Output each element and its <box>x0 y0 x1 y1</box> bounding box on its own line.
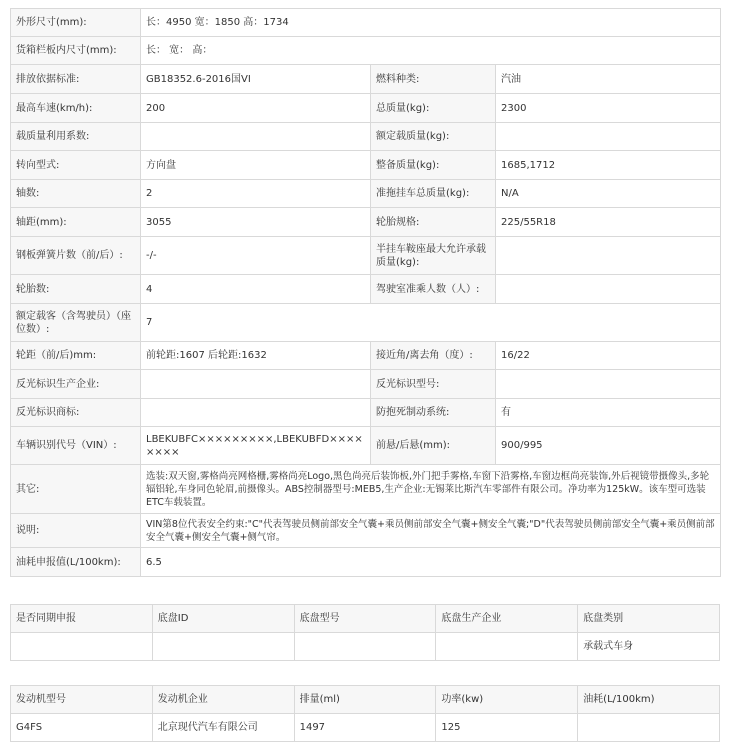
spec-value <box>141 123 371 151</box>
spec-row <box>11 123 721 151</box>
spec-row <box>11 151 721 180</box>
spec-value: 7 <box>141 304 721 342</box>
chassis-cell: 承载式车身 <box>578 633 720 661</box>
spec-value: 2300 <box>496 94 721 123</box>
spec-value: 4 <box>141 275 371 304</box>
engine-header-row <box>11 686 720 714</box>
spec-key: 油耗申报值(L/100km): <box>11 548 141 577</box>
spec-row <box>11 180 721 208</box>
chassis-header: 是否同期申报 <box>11 605 153 633</box>
spec-value <box>496 275 721 304</box>
spec-key: 前悬/后悬(mm): <box>371 427 496 465</box>
spec-key: 额定载质量(kg): <box>371 123 496 151</box>
chassis-row <box>11 633 720 661</box>
spec-key: 准拖挂车总质量(kg): <box>371 180 496 208</box>
spec-key: 钢板弹簧片数（前/后）: <box>11 237 141 275</box>
spec-row-dimensions <box>11 9 721 37</box>
spec-row <box>11 342 721 370</box>
spec-value <box>496 370 721 399</box>
spec-row <box>11 399 721 427</box>
spec-value: 方向盘 <box>141 151 371 180</box>
spec-value: GB18352.6-2016国VI <box>141 65 371 94</box>
spec-value: 汽油 <box>496 65 721 94</box>
spec-value <box>496 237 721 275</box>
spec-value: LBEKUBFC×××××××××,LBEKUBFD×××××××× <box>141 427 371 465</box>
spec-value: -/- <box>141 237 371 275</box>
spec-key: 反光标识型号: <box>371 370 496 399</box>
chassis-cell <box>152 633 294 661</box>
spec-key: 外形尺寸(mm): <box>11 9 141 37</box>
spec-row <box>11 275 721 304</box>
spec-value: 200 <box>141 94 371 123</box>
spec-key: 最高车速(km/h): <box>11 94 141 123</box>
chassis-header: 底盘型号 <box>294 605 436 633</box>
spec-key: 说明: <box>11 514 141 548</box>
engine-cell: 北京现代汽车有限公司 <box>152 714 294 742</box>
chassis-cell <box>436 633 578 661</box>
spec-key: 驾驶室准乘人数（人）: <box>371 275 496 304</box>
chassis-header: 底盘类别 <box>578 605 720 633</box>
spec-key: 排放依据标准: <box>11 65 141 94</box>
spec-value: 1685,1712 <box>496 151 721 180</box>
spec-row <box>11 237 721 275</box>
spec-row-seating <box>11 304 721 342</box>
spec-row-other <box>11 465 721 514</box>
spec-row <box>11 370 721 399</box>
spec-key: 反光标识生产企业: <box>11 370 141 399</box>
spec-row <box>11 65 721 94</box>
spec-key: 轮距（前/后)mm: <box>11 342 141 370</box>
chassis-header: 底盘生产企业 <box>436 605 578 633</box>
spec-value: 前轮距:1607 后轮距:1632 <box>141 342 371 370</box>
spec-value: VIN第8位代表安全约束:"C"代表驾驶员侧前部安全气囊+乘员侧前部安全气囊+侧安全气囊;"D"代表驾驶员侧前部安全气囊+乘员侧前部安全气囊+侧安全气囊+侧气帘。 <box>141 514 721 548</box>
engine-header: 发动机企业 <box>152 686 294 714</box>
spec-value <box>496 123 721 151</box>
spec-key: 额定载客（含驾驶员）（座位数）: <box>11 304 141 342</box>
spec-value: 16/22 <box>496 342 721 370</box>
engine-row <box>11 714 720 742</box>
spec-key: 转向型式: <box>11 151 141 180</box>
spec-key: 货箱栏板内尺寸(mm): <box>11 37 141 65</box>
spec-key: 轴数: <box>11 180 141 208</box>
spec-value: 有 <box>496 399 721 427</box>
spec-value: 2 <box>141 180 371 208</box>
chassis-header: 底盘ID <box>152 605 294 633</box>
spec-value: 900/995 <box>496 427 721 465</box>
chassis-header-row <box>11 605 720 633</box>
spec-key: 半挂车鞍座最大允许承载质量(kg): <box>371 237 496 275</box>
vehicle-spec-table <box>10 8 721 577</box>
spec-value: 225/55R18 <box>496 208 721 237</box>
engine-header: 油耗(L/100km) <box>578 686 720 714</box>
engine-cell: G4FS <box>11 714 153 742</box>
spec-value <box>141 399 371 427</box>
spec-key: 反光标识商标: <box>11 399 141 427</box>
engine-header: 功率(kw) <box>436 686 578 714</box>
spec-key: 其它: <box>11 465 141 514</box>
spec-key: 防抱死制动系统: <box>371 399 496 427</box>
spec-key: 车辆识别代号（VIN）: <box>11 427 141 465</box>
spec-row-notes <box>11 514 721 548</box>
engine-table <box>10 685 720 742</box>
spec-value: 长：4950 宽：1850 高：1734 <box>141 9 721 37</box>
spec-value <box>141 370 371 399</box>
spec-key: 燃料种类: <box>371 65 496 94</box>
spec-key: 轮胎数: <box>11 275 141 304</box>
engine-cell <box>578 714 720 742</box>
spec-key: 总质量(kg): <box>371 94 496 123</box>
spec-value: 6.5 <box>141 548 721 577</box>
spec-row-vin <box>11 427 721 465</box>
chassis-cell <box>11 633 153 661</box>
spec-value: N/A <box>496 180 721 208</box>
spec-key: 载质量利用系数: <box>11 123 141 151</box>
spec-key: 轮胎规格: <box>371 208 496 237</box>
spec-key: 接近角/离去角（度）: <box>371 342 496 370</box>
chassis-cell <box>294 633 436 661</box>
spec-key: 轴距(mm): <box>11 208 141 237</box>
spec-key: 整备质量(kg): <box>371 151 496 180</box>
spec-value: 选装:双天窗,雾格尚亮网格栅,雾格尚亮Logo,黑色尚亮后装饰板,外门把手雾格,车窗下沿雾格,车窗边框尚亮装饰,外后视镜带摄像头,多轮辐铝轮,车身同色轮眉,前摄像头。ABS控制器型号:MEB5,生产企业:无锡莱比斯汽车零部件有限公司。净功率为125kW。该车型可选装ETC车载装置。 <box>141 465 721 514</box>
spec-row-cargo-box <box>11 37 721 65</box>
spec-value: 长： 宽： 高： <box>141 37 721 65</box>
chassis-table <box>10 604 720 661</box>
engine-header: 发动机型号 <box>11 686 153 714</box>
spec-row-fuel <box>11 548 721 577</box>
spec-value: 3055 <box>141 208 371 237</box>
spec-row <box>11 208 721 237</box>
spec-row <box>11 94 721 123</box>
engine-header: 排量(ml) <box>294 686 436 714</box>
engine-cell: 125 <box>436 714 578 742</box>
engine-cell: 1497 <box>294 714 436 742</box>
